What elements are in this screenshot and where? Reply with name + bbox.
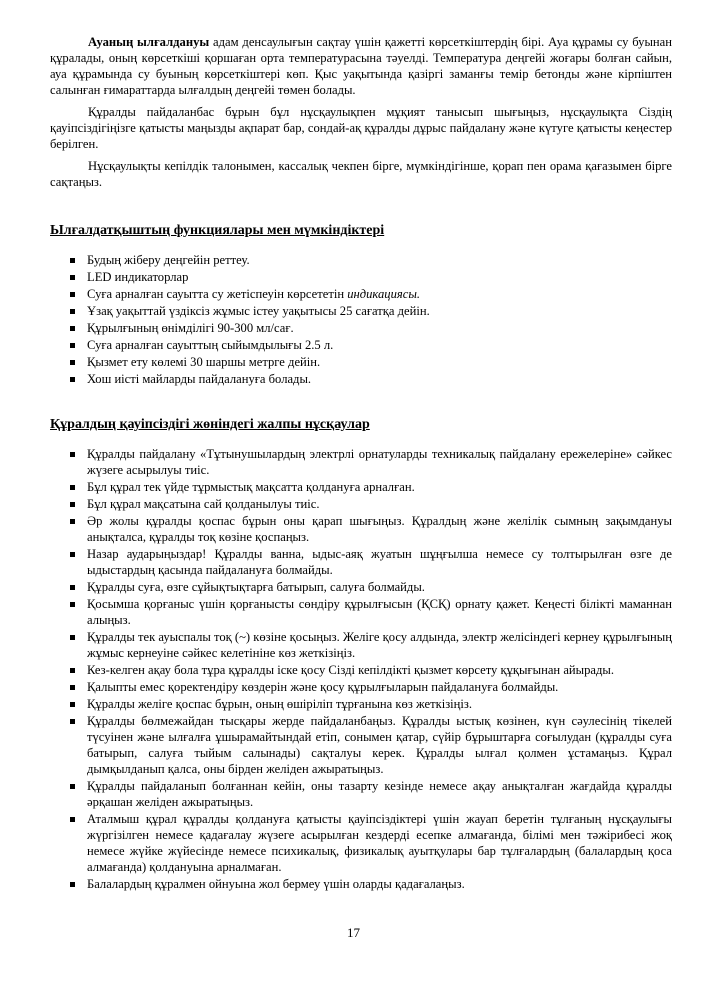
feature-text: Суға арналған сауыттың сыйымдылығы 2.5 л. xyxy=(87,338,334,352)
bullet-icon xyxy=(70,817,75,822)
safety-text: Құралды тек ауыспалы тоқ (~) көзіне қосыңыз. Желіге қосу алдында, электр желісіндегі кернеу құрылғының жұмыс кернеуіне сәйкес келетініне көз жеткізіңіз. xyxy=(87,630,672,660)
list-item xyxy=(70,496,672,512)
feature-text: Қызмет ету көлемі 30 шаршы метрге дейін. xyxy=(87,355,321,369)
list-item xyxy=(70,679,672,695)
intro-paragraph-3: Нұсқаулықты кепілдік талонымен, кассалық чекпен бірге, мүмкіндігінше, қорап пен орама қағазымен бірге сақтаңыз. xyxy=(50,159,672,189)
intro-paragraph-2: Құралды пайдаланбас бұрын бұл нұсқаулықпен мұқият танысып шығыңыз, нұсқаулықта Сіздің қауіпсіздігіңізге қатысты маңызды ақпарат бар, сондай-ақ құралды дұрыс пайдалану және күтуге қатысты кеңестер берілген. xyxy=(50,105,672,151)
bullet-icon xyxy=(70,502,75,507)
bullet-icon xyxy=(70,275,75,280)
list-item xyxy=(70,252,672,268)
bullet-icon xyxy=(70,377,75,382)
document-page xyxy=(50,34,672,893)
list-item xyxy=(70,446,672,478)
list-item xyxy=(70,876,672,892)
bullet-icon xyxy=(70,882,75,887)
list-item xyxy=(70,778,672,810)
list-item xyxy=(70,303,672,319)
list-item xyxy=(70,811,672,875)
features-list xyxy=(50,252,672,387)
safety-text: Құралды желіге қоспас бұрын, оның өшіріліп тұрғанына көз жеткізіңіз. xyxy=(87,697,473,711)
feature-text: Будың жіберу деңгейін реттеу. xyxy=(87,253,250,267)
list-item xyxy=(70,579,672,595)
bullet-icon xyxy=(70,452,75,457)
bullet-icon xyxy=(70,602,75,607)
bullet-icon xyxy=(70,258,75,263)
intro-paragraph-1 xyxy=(50,34,672,98)
list-item xyxy=(70,696,672,712)
safety-text: Бұл құрал мақсатына сай қолданылуы тиіс. xyxy=(87,497,320,511)
bullet-icon xyxy=(70,292,75,297)
bullet-icon xyxy=(70,552,75,557)
feature-text: Хош иісті майларды пайдалануға болады. xyxy=(87,372,312,386)
safety-text: Құралды суға, өзге сұйықтықтарға батырып, салуға болмайды. xyxy=(87,580,425,594)
list-item xyxy=(70,371,672,387)
bullet-icon xyxy=(70,343,75,348)
bullet-icon xyxy=(70,519,75,524)
bullet-icon xyxy=(70,702,75,707)
list-item xyxy=(70,286,672,302)
page-number: 17 xyxy=(347,925,360,940)
intro-paragraph-1-text: адам денсаулығын сақтау үшін қажетті көрсеткіштердің бірі. Ауа құрамы су буынан құралады, оның көрсеткіші қоршаған орта температурасына тәуелді. Температура деңгейі жоғары болған сайын, ауа құрамында су буының көрсеткіштері көп. Қыс уақытында қазіргі заманғы темір бетонды және кірпіштен салынған ғимараттарда ылғалдың деңгейі төмен болады. xyxy=(50,35,672,97)
bullet-icon xyxy=(70,635,75,640)
bullet-icon xyxy=(70,326,75,331)
list-item xyxy=(70,713,672,777)
safety-heading: Құралдың қауіпсіздігі жөніндегі жалпы нұсқаулар xyxy=(50,417,370,432)
features-heading: Ылғалдатқыштың функциялары мен мүмкіндіктері xyxy=(50,223,385,238)
list-item xyxy=(70,354,672,370)
bullet-icon xyxy=(70,485,75,490)
bullet-icon xyxy=(70,685,75,690)
feature-italic-text: индикациясы. xyxy=(347,287,421,301)
safety-text: Кез-келген ақау бола тұра құралды іске қосу Сізді кепілдікті қызмет көрсету құқығынан айырады. xyxy=(87,663,615,677)
safety-text: Құралды бөлмежайдан тысқары жерде пайдаланбаңыз. Құралды ыстық көзінен, күн сәулесінің тікелей түсуінен және ылғалға ұшырамайтындай етіп, сонымен қатар, сүйір бұрыштарға соғылудан (құралды суға батырып, салуға тыйым салынады) сақталуы керек. Құралды ылғал қолмен ұстамаңыз. Құрал дымқылданып қалса, оны бірден желіден ажыратыңыз. xyxy=(87,714,672,776)
list-item xyxy=(70,629,672,661)
list-item xyxy=(70,479,672,495)
bullet-icon xyxy=(70,360,75,365)
list-item xyxy=(70,596,672,628)
list-item xyxy=(70,269,672,285)
safety-text: Аталмыш құрал құралды қолдануға қатысты қауіпсіздіктері үшін жауап беретін тұлғаның нұсқаулығы жүргізілген немесе қадағалау жүзеге асырылған кездерді есепке алмағанда, білімі мен тәжірибесі жоқ немесе жүйке жүйесінде немесе психикалық, физикалық ауытқулары бар тұлғалардың (балалардың қоса алмағанда) қолдануына арналмаған. xyxy=(87,812,672,874)
safety-text: Қосымша қорғаныс үшін қорғанысты сөндіру құрылғысын (ҚСҚ) орнату қажет. Кеңесті білікті маманнан алыңыз. xyxy=(87,597,672,627)
safety-text: Әр жолы құралды қоспас бұрын оны қарап шығыңыз. Құралдың және желілік сымның зақымдануы анықталса, құралды тоқ көзіне қоспаңыз. xyxy=(87,514,672,544)
feature-text: Суға арналған сауытта су жетіспеуін көрсететін xyxy=(87,287,348,301)
safety-text: Құралды пайдаланып болғаннан кейін, оны тазарту кезінде немесе ақау анықталған жағдайда құралды әрқашан желіден ажыратыңыз. xyxy=(87,779,672,809)
safety-text: Қалыпты емес қоректендіру көздерін және қосу құрылғыларын пайдалануға болмайды. xyxy=(87,680,559,694)
list-item xyxy=(70,662,672,678)
list-item xyxy=(70,320,672,336)
bullet-icon xyxy=(70,309,75,314)
safety-text: Бұл құрал тек үйде тұрмыстық мақсатта қолдануға арналған. xyxy=(87,480,415,494)
list-item xyxy=(70,546,672,578)
bullet-icon xyxy=(70,784,75,789)
list-item xyxy=(70,337,672,353)
feature-text: LED индикаторлар xyxy=(87,270,189,284)
safety-text: Назар аударыңыздар! Құралды ванна, ыдыс-аяқ жуатын шұңғылша немесе су толтырылған өзге де ыдыстардың қасында пайдалануға болмайды. xyxy=(87,547,672,577)
bullet-icon xyxy=(70,719,75,724)
intro-bold-term: Ауаның ылғалдануы xyxy=(88,35,210,49)
feature-text: Құрылғының өнімділігі 90-300 мл/сағ. xyxy=(87,321,294,335)
safety-text: Балалардың құралмен ойнуына жол бермеу үшін оларды қадағалаңыз. xyxy=(87,877,465,891)
safety-list xyxy=(50,446,672,892)
feature-text: Ұзақ уақыттай үздіксіз жұмыс істеу уақытысы 25 сағатқа дейін. xyxy=(87,304,430,318)
bullet-icon xyxy=(70,585,75,590)
bullet-icon xyxy=(70,668,75,673)
safety-text: Құралды пайдалану «Тұтынушылардың электрлі орнатуларды техникалық пайдалану ережелеріне» сәйкес жүзеге асырылуы тиіс. xyxy=(87,447,672,477)
list-item xyxy=(70,513,672,545)
